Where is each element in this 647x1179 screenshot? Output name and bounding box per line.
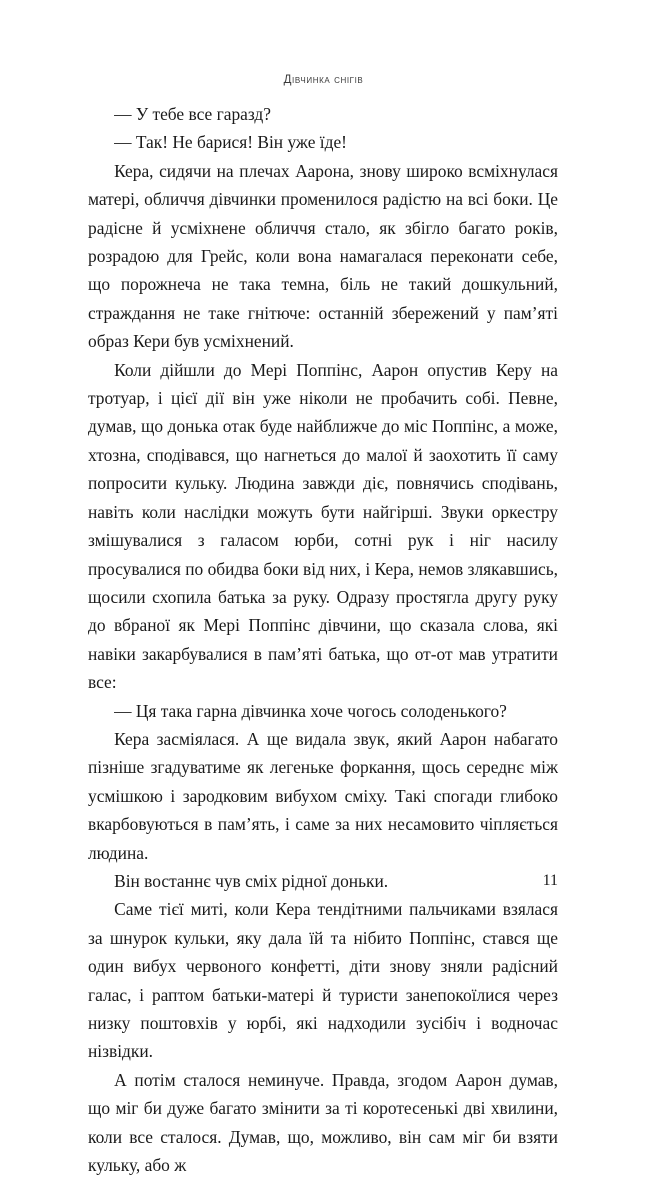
paragraph: Саме тієї миті, коли Кера тендітними пальчиками взялася за шнурок кульки, яку дала їй та нібито Поппінс, стався ще один вибух червоного конфетті, діти знову зняли радісний галас, і раптом батьки-матері й туристи занепокоїлися через низку поштовхів у юрбі, які надходили зусібіч і водночас нізвідки. [88,899,558,1062]
paragraph: Кера, сидячи на плечах Аарона, знову широко всміхнулася матері, обличчя дівчинки променилося радістю на всі боки. Це радісне й усміхнене обличчя стало, як збігло багато років, розрадою для Грейс, коли вона намагалася переконати себе, що порожнеча не така темна, біль не такий дошкульний, страждання не таке гнітюче: останній збережений у пам’яті образ Кери був усміхнений. [88,160,558,352]
running-header: Дівчинка снігів [283,74,364,86]
paragraph: А потім сталося неминуче. Правда, згодом Аарон думав, що міг би дуже багато змінити за ті коротесенькі дві хвилини, коли все сталося. Думав, що, можливо, він сам міг би взяти кульку, або ж [88,1069,558,1176]
paragraph: Він востаннє чув сміх рідної доньки. [114,870,389,891]
paragraph: — Ця така гарна дівчинка хоче чогось солоденького? [114,700,507,721]
paragraph: Кера засміялася. А ще видала звук, який Аарон набагато пізніше згадуватиме як легеньке форкання, щось середнє між усмішкою і зародковим вибухом сміху. Такі спогади глибоко вкарбовуються в пам’ять, і саме за них несамовито чіпляється людина. [88,728,558,863]
paragraph: Коли дійшли до Мері Поппінс, Аарон опустив Керу на тротуар, і цієї дії він уже ніколи не пробачить собі. Певне, думав, що донька отак буде найближче до міс Поппінс, а може, хтозна, сподівався, що нагнеться до малої й заохотить її саму попросити кульку. Людина завжди діє, повнячись сподівань, навіть коли наслідки можуть бути найгірші. Звуки оркестру змішувалися з галасом юрби, сотні рук і ніг насилу просувалися по обидва боки від них, і Кера, немов злякавшись, щосили схопила батька за руку. Одразу простягла другу руку до вбраної як Мері Поппінс дівчини, що сказала слова, які навіки закарбувалися в пам’яті батька, що от-от мав утратити все: [88,359,558,693]
paragraph: — У тебе все гаразд? [114,104,271,124]
paragraph: — Так! Не барися! Він уже їде! [114,132,347,153]
body-text [88,100,558,1179]
page-number: 11 [542,872,558,889]
